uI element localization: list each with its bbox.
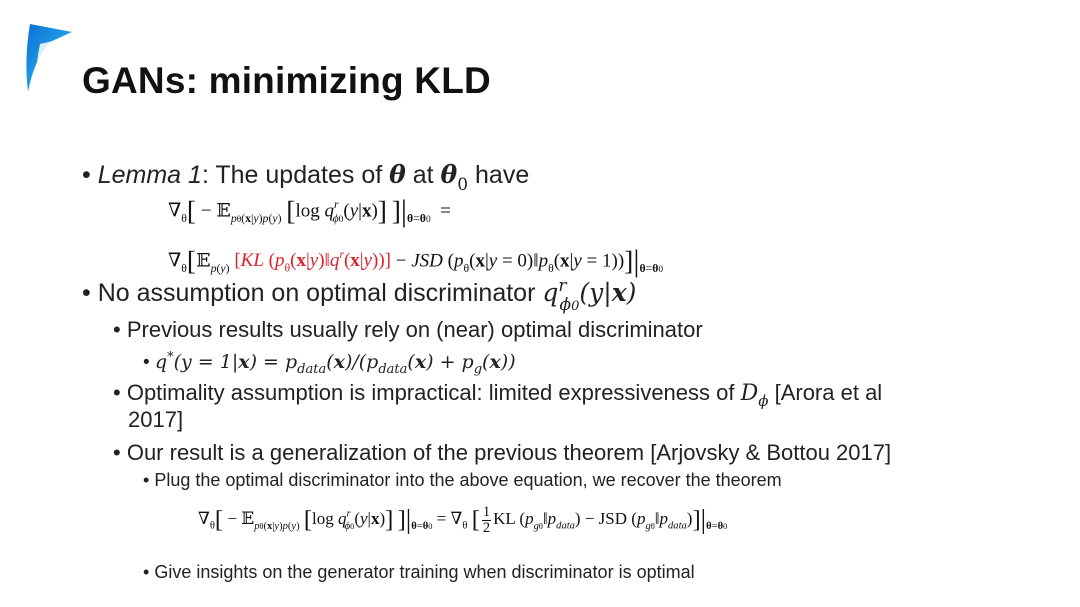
bullet-previous-results <box>113 317 703 343</box>
bullet-text: Give insights on the generator training when discriminator is optimal <box>154 562 695 582</box>
bullet-citation: [Arora et al <box>768 380 883 405</box>
jsd-term-label: JSD <box>411 250 443 272</box>
bullet-marker: • <box>113 317 121 342</box>
lemma-text: : The updates of <box>201 161 390 189</box>
bullet-text: Previous results usually rely on (near) optimal discriminator <box>126 317 703 342</box>
bullet-text: Our result is a generalization of the previous theorem [Arjovsky & Bottou 2017] <box>126 440 892 465</box>
bullet-lemma <box>82 160 529 195</box>
bullet-generalization <box>113 440 891 466</box>
bullet-text: No assumption on optimal discriminator <box>97 279 543 307</box>
theta0-subscript: 0 <box>457 175 469 195</box>
lemma-at: at <box>405 161 441 189</box>
slide-title: GANs: minimizing KLD <box>82 60 491 101</box>
bullet-marker: • <box>143 470 150 490</box>
equation-lemma-line1: $\nabla_\theta$[ − 𝔼$_{p\theta(x|y)p(y)}$ [log $q^r_{\phi 0}(y|x)$] ]$|_{\theta=\theta 0}$ = <box>168 194 451 228</box>
bullet-marker: • <box>82 161 91 189</box>
lemma-have: have <box>468 161 530 189</box>
bullet-insights <box>143 562 695 583</box>
kl-roman-label: KL <box>493 508 516 528</box>
bullet-optimal-formula: • $q^*(y = 1|x) = p_{data}(x)/(p_{data}(x) + p_g(x))$ <box>143 350 516 377</box>
bullet-citation-cont: 2017] <box>128 407 184 432</box>
equation-theorem: $\nabla_\theta$[ − 𝔼$_{p\theta(x|y)p(y)}$ [log $q^r_{\phi 0}(y|x)$] ]$|_{\theta=\theta 0} = \nabla_\theta$ [ $\frac{1}{2}$ KL $(p_{g\theta}‖p_{data})$ − JSD $(p_{g\theta}‖p_{data})]|_{\theta=\theta 0}$ <box>198 504 728 536</box>
equation-lemma-line2: $\nabla_\theta[𝔼_{p(y)}$ [KL $(p_\theta(x|y)‖q^r(x|y))$] − JSD ($p_\theta(x|y$ = $0)‖p_\theta(x|y = 1))]|_{\theta=\theta 0}$ <box>168 244 664 278</box>
bullet-marker: • <box>82 279 91 307</box>
bullet-marker: • <box>113 440 121 465</box>
bullet-optimality-impractical: • Optimality assumption is impractical: limited expressiveness of $D_\phi$ [Arora et al <box>113 380 883 410</box>
fraction-numerator: 1 <box>482 504 491 521</box>
bullet-marker: • <box>143 562 150 582</box>
jsd-roman-label: JSD <box>598 508 628 528</box>
theta0-symbol: θ <box>440 160 458 189</box>
lemma-label: Lemma 1 <box>97 161 202 189</box>
theta-symbol: θ <box>389 160 406 189</box>
bullet-no-assumption: • No assumption on optimal discriminator $q^r_{\phi 0}(y|x)$ <box>82 276 637 315</box>
kl-term-label: KL <box>240 250 264 272</box>
bullet-plug-optimal <box>143 470 782 491</box>
bullet-marker: • <box>143 352 150 373</box>
wing-logo-icon <box>22 20 76 96</box>
bullet-text: Optimality assumption is impractical: limited expressiveness of <box>126 380 741 405</box>
fraction-denominator: 2 <box>482 519 491 536</box>
bullet-marker: • <box>113 380 121 405</box>
bullet-text: Plug the optimal discriminator into the above equation, we recover the theorem <box>154 470 782 490</box>
